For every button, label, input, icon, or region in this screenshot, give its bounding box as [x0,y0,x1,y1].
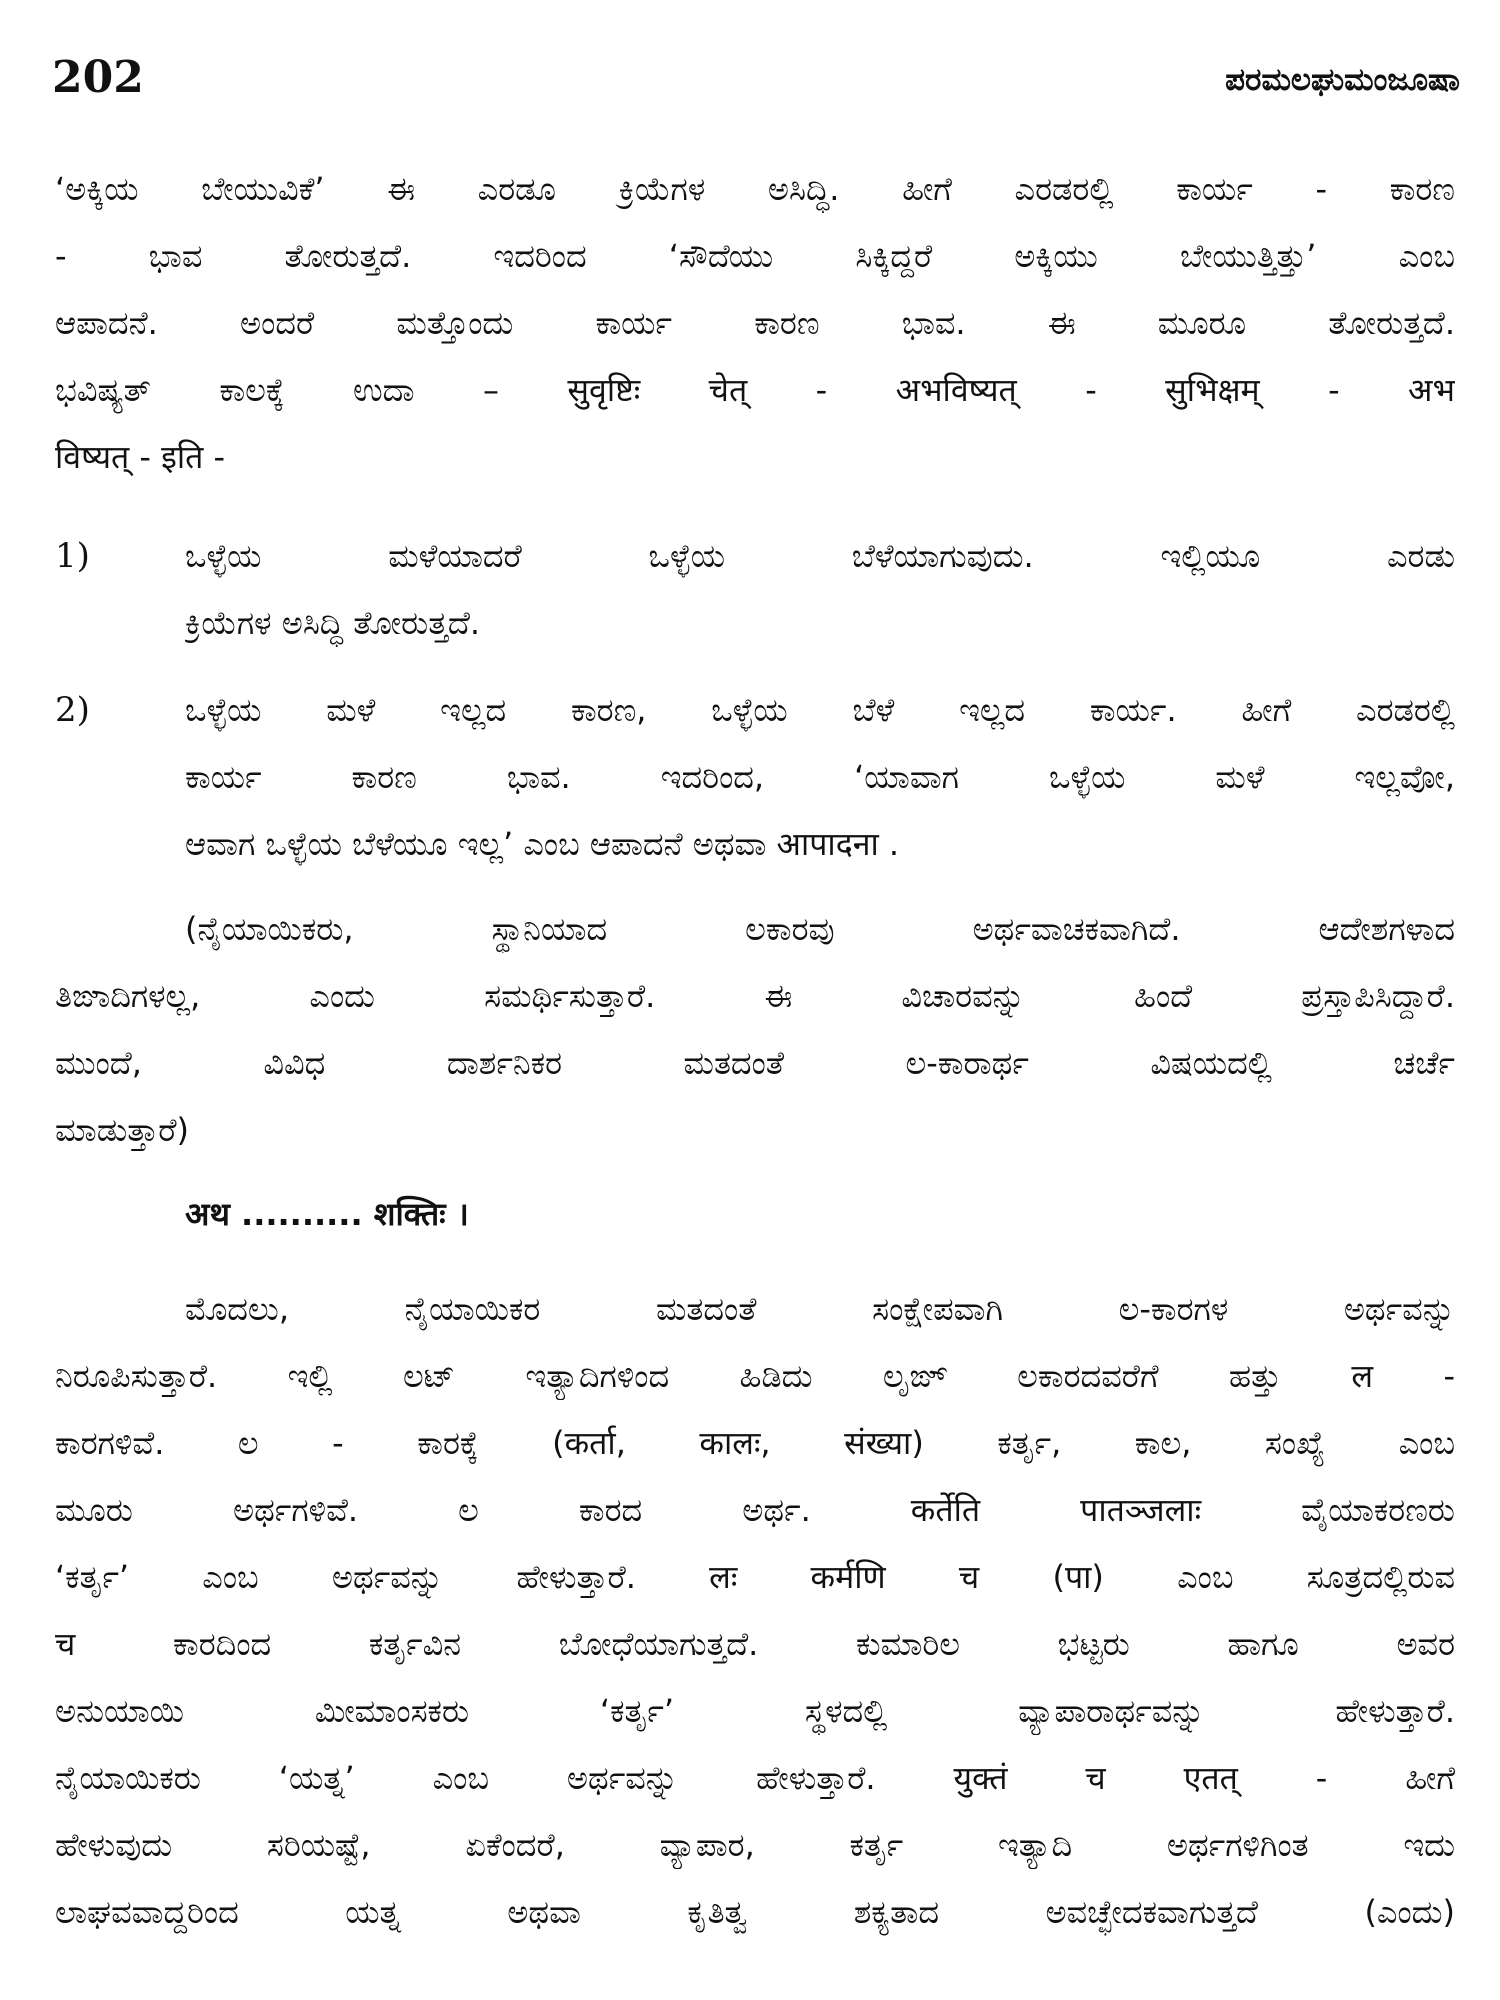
paragraph-1-line-1: ‘ಅಕ್ಕಿಯ ಬೇಯುವಿಕೆ’ ಈ ಎರಡೂ ಕ್ರಿಯೆಗಳ ಅಸಿದ್ಧಿ. ಹೀಗೆ ಎರಡರಲ್ಲಿ ಕಾರ್ಯ - ಕಾರಣ [55,170,1455,208]
list-item-2-line-1: ಒಳ್ಳೆಯ ಮಳೆ ಇಲ್ಲದ ಕಾರಣ, ಒಳ್ಳೆಯ ಬೆಳೆ ಇಲ್ಲದ ಕಾರ್ಯ. ಹೀಗೆ ಎರಡರಲ್ಲಿ [185,691,1455,729]
page-header [52,52,1460,112]
paragraph-3-line-9: ಹೇಳುವುದು ಸರಿಯಷ್ಟೆ, ಏಕೆಂದರೆ, ವ್ಯಾಪಾರ, ಕರ್ತೃ ಇತ್ಯಾದಿ ಅರ್ಥಗಳಿಗಿಂತ ಇದು [55,1826,1455,1864]
list-item-number: 1) [55,536,90,576]
list-item-number: 2) [55,690,90,730]
paragraph-3-line-3: ಕಾರಗಳಿವೆ. ಲ - ಕಾರಕ್ಕೆ (कर्ता, कालः, संख्या) ಕರ್ತೃ, ಕಾಲ, ಸಂಖ್ಯೆ ಎಂಬ [55,1424,1455,1462]
paragraph-2-line-4: ಮಾಡುತ್ತಾರೆ) [55,1111,189,1149]
list-item-2-line-2: ಕಾರ್ಯ ಕಾರಣ ಭಾವ. ಇದರಿಂದ, ‘ಯಾವಾಗ ಒಳ್ಳೆಯ ಮಳೆ ಇಲ್ಲವೋ, [185,758,1455,796]
paragraph-1-line-5: विष्यत् - इति - [55,438,226,476]
paragraph-3-line-1: ಮೊದಲು, ನೈಯಾಯಿಕರ ಮತದಂತೆ ಸಂಕ್ಷೇಪವಾಗಿ ಲ-ಕಾರಗಳ ಅರ್ಥವನ್ನು [185,1290,1455,1328]
section-heading: अथ .......... शक्तिः । [185,1195,469,1233]
paragraph-1-line-2: - ಭಾವ ತೋರುತ್ತದೆ. ಇದರಿಂದ ‘ಸೌದೆಯು ಸಿಕ್ಕಿದ್ದರೆ ಅಕ್ಕಿಯು ಬೇಯುತ್ತಿತ್ತು’ ಎಂಬ [55,237,1455,275]
paragraph-3-line-6: च ಕಾರದಿಂದ ಕರ್ತೃವಿನ ಬೋಧೆಯಾಗುತ್ತದೆ. ಕುಮಾರಿಲ ಭಟ್ಟರು ಹಾಗೂ ಅವರ [55,1625,1455,1663]
paragraph-3-line-10: ಲಾಘವವಾದ್ದರಿಂದ ಯತ್ನ ಅಥವಾ ಕೃತಿತ್ವ ಶಕ್ಯತಾದ ಅವಚ್ಛೇದಕವಾಗುತ್ತದೆ (ಎಂದು) [55,1893,1455,1931]
paragraph-2-line-1: (ನೈಯಾಯಿಕರು, ಸ್ಥಾನಿಯಾದ ಲಕಾರವು ಅರ್ಥವಾಚಕವಾಗಿದೆ. ಆದೇಶಗಳಾದ [185,910,1455,948]
page-number: 202 [52,52,144,103]
paragraph-3-line-4: ಮೂರು ಅರ್ಥಗಳಿವೆ. ಲ ಕಾರದ ಅರ್ಥ. कर्तेति पातञ्जलाः ವೈಯಾಕರಣರು [55,1491,1455,1529]
list-item-1-line-1: ಒಳ್ಳೆಯ ಮಳೆಯಾದರೆ ಒಳ್ಳೆಯ ಬೆಳೆಯಾಗುವುದು. ಇಲ್ಲಿಯೂ ಎರಡು [185,537,1455,575]
paragraph-2-line-3: ಮುಂದೆ, ವಿವಿಧ ದಾರ್ಶನಿಕರ ಮತದಂತೆ ಲ-ಕಾರಾರ್ಥ ವಿಷಯದಲ್ಲಿ ಚರ್ಚೆ [55,1044,1455,1082]
paragraph-3-line-5: ‘ಕರ್ತೃ’ ಎಂಬ ಅರ್ಥವನ್ನು ಹೇಳುತ್ತಾರೆ. लः कर्मणि च (पा) ಎಂಬ ಸೂತ್ರದಲ್ಲಿರುವ [55,1558,1455,1596]
paragraph-2-line-2: ತಿಙಾದಿಗಳಲ್ಲ, ಎಂದು ಸಮರ್ಥಿಸುತ್ತಾರೆ. ಈ ವಿಚಾರವನ್ನು ಹಿಂದೆ ಪ್ರಸ್ತಾಪಿಸಿದ್ದಾರೆ. [55,977,1455,1015]
paragraph-3-line-2: ನಿರೂಪಿಸುತ್ತಾರೆ. ಇಲ್ಲಿ ಲಟ್ ಇತ್ಯಾದಿಗಳಿಂದ ಹಿಡಿದು ಲೃಙ್ ಲಕಾರದವರೆಗೆ ಹತ್ತು ल - [55,1357,1455,1395]
paragraph-3-line-7: ಅನುಯಾಯಿ ಮೀಮಾಂಸಕರು ‘ಕರ್ತೃ’ ಸ್ಥಳದಲ್ಲಿ ವ್ಯಾಪಾರಾರ್ಥವನ್ನು ಹೇಳುತ್ತಾರೆ. [55,1692,1455,1730]
list-item-1-line-2: ಕ್ರಿಯೆಗಳ ಅಸಿದ್ಧಿ ತೋರುತ್ತದೆ. [185,604,481,642]
running-title: ಪರಮಲಘುಮಂಜೂಷಾ [1225,62,1460,98]
paragraph-1-line-3: ಆಪಾದನೆ. ಅಂದರೆ ಮತ್ತೊಂದು ಕಾರ್ಯ ಕಾರಣ ಭಾವ. ಈ ಮೂರೂ ತೋರುತ್ತದೆ. [55,304,1455,342]
list-item-2-line-3: ಆವಾಗ ಒಳ್ಳೆಯ ಬೆಳೆಯೂ ಇಲ್ಲ’ ಎಂಬ ಆಪಾದನೆ ಅಥವಾ आपादना . [185,825,900,863]
paragraph-3-line-8: ನೈಯಾಯಿಕರು ‘ಯತ್ನ’ ಎಂಬ ಅರ್ಥವನ್ನು ಹೇಳುತ್ತಾರೆ. युक्तं च एतत् - ಹೀಗೆ [55,1759,1455,1797]
paragraph-1-line-4: ಭವಿಷ್ಯತ್ ಕಾಲಕ್ಕೆ ಉದಾ – सुवृष्टिः चेत् - अभविष्यत् - सुभिक्षम् - अभ [55,371,1455,409]
